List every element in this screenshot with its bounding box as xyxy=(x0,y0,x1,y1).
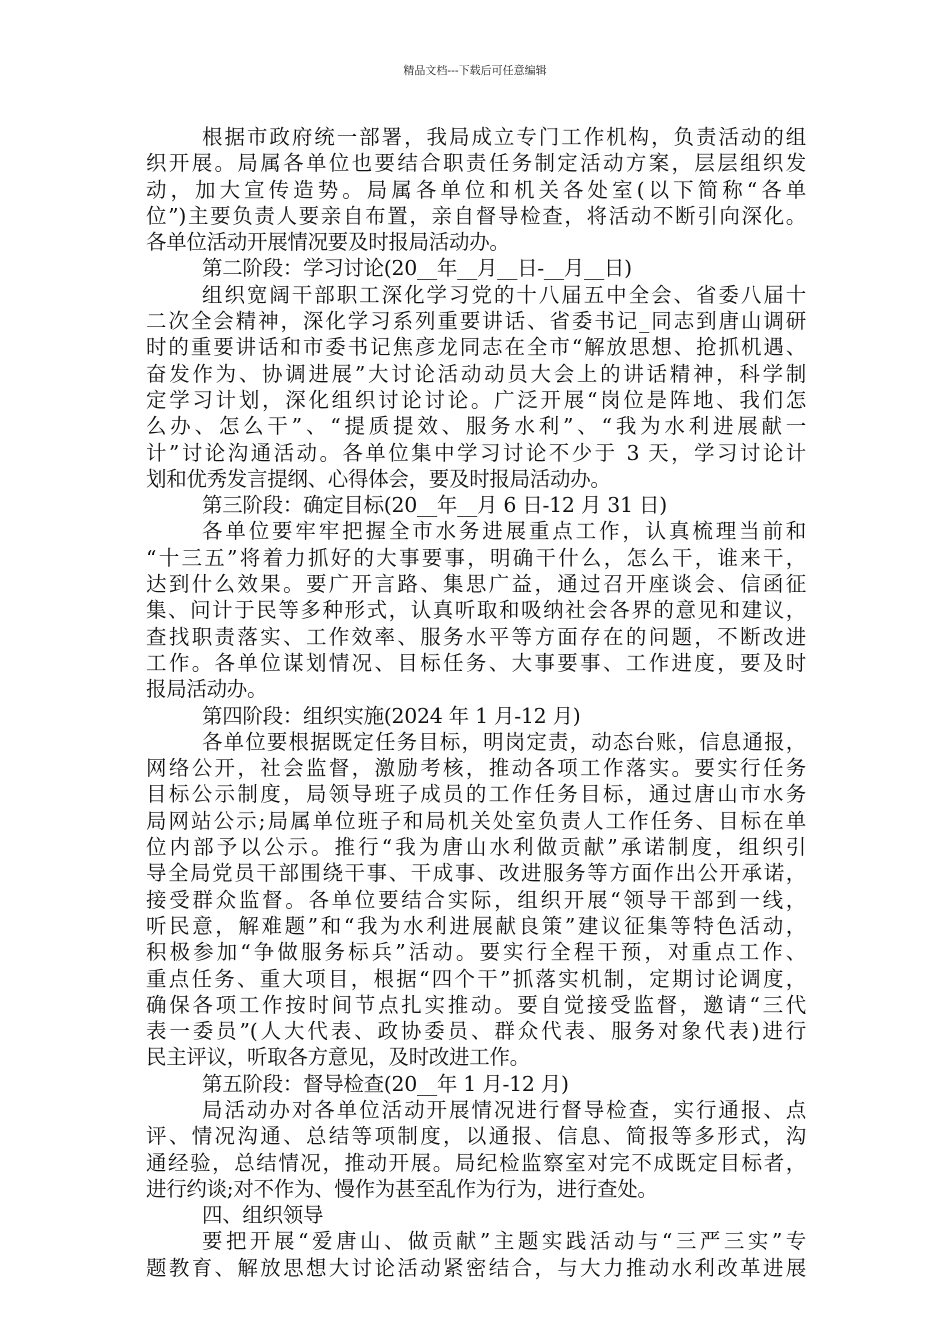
text-line: 根据市政府统一部署，我局成立专门工作机构，负责活动的组 xyxy=(202,125,806,149)
section-heading: 第五阶段：督导检查(20__年 1 月-12 月) xyxy=(202,1071,569,1096)
text-line: 时的重要讲话和市委书记焦彦龙同志在全市“解放思想、抢抓机遇、 xyxy=(146,335,806,360)
text-line: 报局活动办。 xyxy=(146,677,268,702)
section-heading: 第二阶段：学习讨论(20__年__月__日-__月__日) xyxy=(202,256,632,281)
text-line: 查找职责落实、工作效率、服务水平等方面存在的问题，不断改进 xyxy=(146,624,806,649)
text-line: 积极参加“争做服务标兵”活动。要实行全程干预，对重点工作、 xyxy=(146,940,806,965)
section-heading: 第三阶段：确定目标(20__年__月 6 日-12 月 31 日) xyxy=(202,493,667,518)
text-line: 确保各项工作按时间节点扎实推动。要自觉接受监督，邀请“三代 xyxy=(146,992,806,1017)
text-line: 各单位要牢牢把握全市水务进展重点工作，认真梳理当前和 xyxy=(202,519,806,544)
text-line: 表一委员”(人大代表、政协委员、群众代表、服务对象代表)进行 xyxy=(146,1019,806,1044)
text-line: 导全局党员干部围绕干事、干成事、改进服务等方面作出公开承诺， xyxy=(146,861,806,886)
text-line: 达到什么效果。要广开言路、集思广益，通过召开座谈会、信函征 xyxy=(146,572,806,597)
text-line: 二次全会精神，深化学习系列重要讲话、省委书记_同志到唐山调研 xyxy=(146,309,806,334)
text-line: 民主评议，听取各方意见，及时改进工作。 xyxy=(146,1045,530,1070)
section-heading: 四、组织领导 xyxy=(202,1203,324,1228)
text-line: 位”)主要负责人要亲自布置，亲自督导检查，将活动不断引向深化。 xyxy=(146,203,806,228)
text-line: 局活动办对各单位活动开展情况进行督导检查，实行通报、点 xyxy=(202,1097,806,1122)
text-line: 定学习计划，深化组织讨论讨论。广泛开展“岗位是阵地、我们怎 xyxy=(146,387,806,412)
text-line: 各单位要根据既定任务目标，明岗定责，动态台账，信息通报， xyxy=(202,729,806,754)
text-line: 题教育、解放思想大讨论活动紧密结合，与大力推动水利改革进展 xyxy=(146,1255,806,1280)
text-line: 目标公示制度，局领导班子成员的工作任务目标，通过唐山市水务 xyxy=(146,782,806,807)
text-line: 奋发作为、协调进展”大讨论活动动员大会上的讲话精神，科学制 xyxy=(146,361,806,386)
text-line: 评、情况沟通、总结等项制度，以通报、信息、简报等多形式，沟 xyxy=(146,1124,806,1149)
section-heading: 第四阶段：组织实施(2024 年 1 月-12 月) xyxy=(202,703,581,728)
text-line: 听民意，解难题”和“我为水利进展献良策”建议征集等特色活动， xyxy=(146,913,806,938)
text-line: “十三五”将着力抓好的大事要事，明确干什么，怎么干，谁来干， xyxy=(146,545,806,570)
text-line: 划和优秀发言提纲、心得体会，要及时报局活动办。 xyxy=(146,466,611,491)
text-line: 集、问计于民等多种形式，认真听取和吸纳社会各界的意见和建议， xyxy=(146,598,806,623)
text-line: 局网站公示;局属单位班子和局机关处室负责人工作任务、目标在单 xyxy=(146,808,806,833)
text-line: 工作。各单位谋划情况、目标任务、大事要事、工作进度，要及时 xyxy=(146,650,806,675)
text-line: 计”讨论沟通活动。各单位集中学习讨论不少于 3 天，学习讨论计 xyxy=(146,440,806,465)
text-line: 位内部予以公示。推行“我为唐山水利做贡献”承诺制度，组织引 xyxy=(146,835,806,860)
page-header: 精品文档---下载后可任意编辑 xyxy=(403,64,547,77)
text-line: 进行约谈;对不作为、慢作为甚至乱作为行为，进行查处。 xyxy=(146,1176,658,1201)
text-line: 各单位活动开展情况要及时报局活动办。 xyxy=(146,230,510,255)
text-line: 织开展。局属各单位也要结合职责任务制定活动方案，层层组织发 xyxy=(146,151,806,176)
text-line: 接受群众监督。各单位要结合实际，组织开展“领导干部到一线， xyxy=(146,887,806,912)
text-line: 重点任务、重大项目，根据“四个干”抓落实机制，定期讨论调度， xyxy=(146,966,806,991)
text-line: 通经验，总结情况，推动开展。局纪检监察室对完不成既定目标者， xyxy=(146,1150,806,1175)
document-body xyxy=(146,124,806,1281)
text-line: 动，加大宣传造势。局属各单位和机关各处室(以下简称“各单 xyxy=(146,177,806,202)
text-line: 么办、怎么干”、“提质提效、服务水利”、“我为水利进展献一 xyxy=(146,414,806,439)
text-line: 网络公开，社会监督，激励考核，推动各项工作落实。要实行任务 xyxy=(146,756,806,781)
text-line: 组织宽阔干部职工深化学习党的十八届五中全会、省委八届十 xyxy=(202,282,806,307)
text-line: 要把开展“爱唐山、做贡献”主题实践活动与“三严三实”专 xyxy=(202,1229,806,1254)
